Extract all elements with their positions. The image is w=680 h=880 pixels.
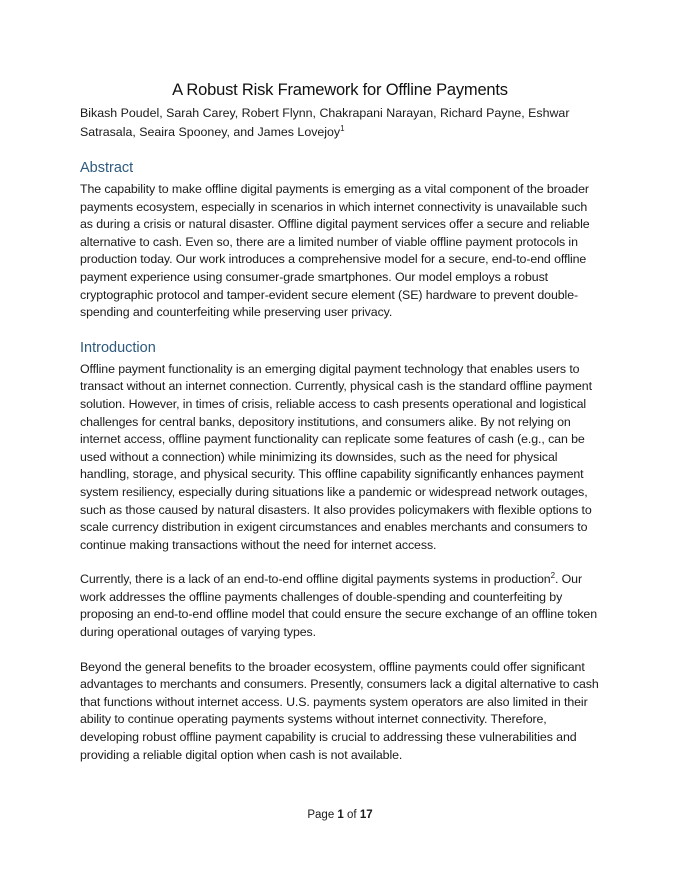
abstract-heading: Abstract	[80, 160, 134, 176]
footnote-mark-2[interactable]: 2	[550, 571, 555, 581]
author-list	[80, 104, 600, 142]
paper-title: A Robust Risk Framework for Offline Payments	[172, 81, 508, 99]
page-footer	[0, 809, 680, 821]
page-content	[80, 80, 600, 764]
introduction-heading: Introduction	[80, 339, 156, 356]
introduction-paragraph-3: Beyond the general benefits to the broader ecosystem, offline payments could offer significant advantages to merchants and consumers. Presently, consumers lack a digital alternative to cash that functions without internet access. U.S. payments system operators are also limited in their ability to continue operating payments systems without internet connectivity. Therefore, developing robust offline payment capability is crucial to addressing these vulnerabilities and providing a reliable digital option when cash is not available.	[80, 659, 599, 762]
page-label: Page	[307, 809, 335, 821]
current-page-number: 1	[337, 809, 344, 821]
introduction-paragraph-1: Offline payment functionality is an emerging digital payment technology that enables users to transact without an internet connection. Currently, physical cash is the standard offline payment solution. However, in times of crisis, reliable access to cash presents operational and logistical challenges for central banks, depository institutions, and consumers alike. By not relying on internet access, offline payment functionality can replicate some features of cash (e.g., can be used without a connection) while minimizing its downsides, such as the need for physical handling, storage, and physical security. This offline capability significantly enhances payment system resiliency, especially during situations like a pandemic or widespread network outages, such as those caused by natural disasters. It also provides policymakers with flexible options to scale currency distribution in exigent circumstances and enables merchants and consumers to continue making transactions without the need for internet access.	[80, 361, 592, 552]
footnote-mark-1[interactable]: 1	[340, 123, 345, 133]
introduction-paragraph-2-start: Currently, there is a lack of an end-to-end offline digital payments systems in production	[80, 572, 551, 587]
author-names: Bikash Poudel, Sarah Carey, Robert Flynn, Chakrapani Narayan, Richard Payne, Eshwar Satrasala, Seaira Spooney, and James Lovejoy	[80, 106, 570, 139]
total-pages-number: 17	[359, 809, 373, 821]
introduction-paragraph-2-end: . Our work addresses the offline payments challenges of double-spending and counterfeiting by proposing an end-to-end offline model that could ensure the secure exchange of an offline token during operational outages of varying types.	[80, 572, 598, 640]
page-of-label: of	[347, 809, 357, 821]
abstract-text: The capability to make offline digital payments is emerging as a vital component of the broader payments ecosystem, especially in scenarios in which internet connectivity is unavailable such as during a crisis or natural disaster. Offline digital payment services offer a secure and reliable alternative to cash. Even so, there are a limited number of viable offline payment protocols in production today. Our work introduces a comprehensive model for a secure, end-to-end offline payment experience using consumer-grade smartphones. Our model employs a robust cryptographic protocol and tamper-evident secure element (SE) hardware to prevent double-spending and counterfeiting while preserving user privacy.	[80, 182, 590, 320]
introduction-paragraph-2	[80, 571, 600, 641]
